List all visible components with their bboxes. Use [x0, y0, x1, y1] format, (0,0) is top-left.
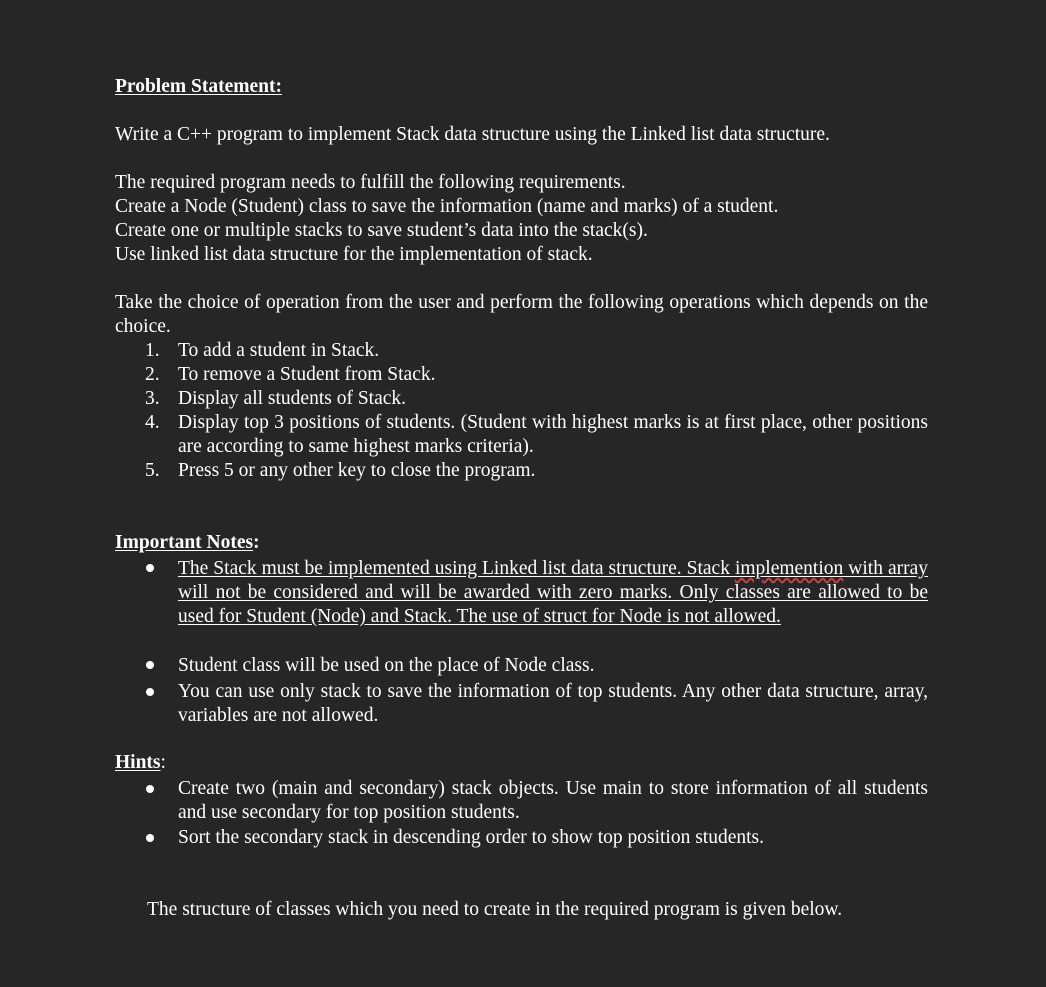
operation-item: To add a student in Stack. — [178, 340, 380, 361]
note-item-student-class: Student class will be used on the place of Node class. — [178, 655, 595, 676]
note-item-top-students: You can use only stack to save the information of top students. Any other data structure, array, variables are not allowed. — [178, 681, 928, 726]
requirements-intro: The required program needs to fulfill the following requirements. — [115, 172, 626, 193]
important-notes-heading-text: Important Notes — [115, 532, 254, 553]
bullet-icon — [146, 564, 154, 572]
operation-item: Display all students of Stack. — [178, 388, 407, 409]
operation-item: To remove a Student from Stack. — [178, 364, 436, 385]
problem-statement-heading: Problem Statement: — [115, 76, 282, 97]
hint-item-two-stacks: Create two (main and secondary) stack objects. Use main to store information of all students and use secondary for top position students. — [178, 778, 928, 823]
operation-number: 4. — [145, 412, 160, 433]
operation-item: Press 5 or any other key to close the program. — [178, 460, 536, 481]
operations-intro: Take the choice of operation from the user and perform the following operations which depends on the choice. — [115, 292, 928, 337]
requirement-node-class: Create a Node (Student) class to save the information (name and marks) of a student. — [115, 196, 779, 217]
note-text: The Stack must be implemented using Linked list data structure. Stack — [178, 558, 735, 579]
hint-item-sort: Sort the secondary stack in descending order to show top position students. — [178, 827, 764, 848]
operation-number: 3. — [145, 388, 160, 409]
operation-number: 5. — [145, 460, 160, 481]
class-structure-note: The structure of classes which you need to create in the required program is given below. — [147, 899, 843, 920]
heading-colon: : — [253, 532, 260, 553]
note-text: with array will not be considered and will be awarded with zero marks. Only classes are allowed to be used for Student (Node) and Stack. The use of struct for Node is not allowed. — [178, 558, 928, 627]
requirement-stacks: Create one or multiple stacks to save student’s data into the stack(s). — [115, 220, 648, 241]
operation-number: 1. — [145, 340, 160, 361]
heading-colon: : — [160, 752, 166, 773]
misspelled-word: implemention — [734, 558, 844, 579]
hints-heading — [115, 751, 166, 775]
hints-heading-text: Hints — [115, 752, 161, 773]
bullet-icon — [146, 834, 154, 842]
operation-number: 2. — [145, 364, 160, 385]
task-description: Write a C++ program to implement Stack data structure using the Linked list data structure. — [115, 124, 830, 145]
important-notes-heading — [115, 531, 260, 555]
bullet-icon — [146, 661, 154, 669]
bullet-icon — [146, 688, 154, 696]
operation-item: Display top 3 positions of students. (Student with highest marks is at first place, other positions are according to same highest marks criteria). — [178, 412, 928, 457]
bullet-icon — [146, 785, 154, 793]
requirement-linked-list: Use linked list data structure for the implementation of stack. — [115, 244, 593, 265]
note-item-linked-list — [178, 557, 928, 629]
